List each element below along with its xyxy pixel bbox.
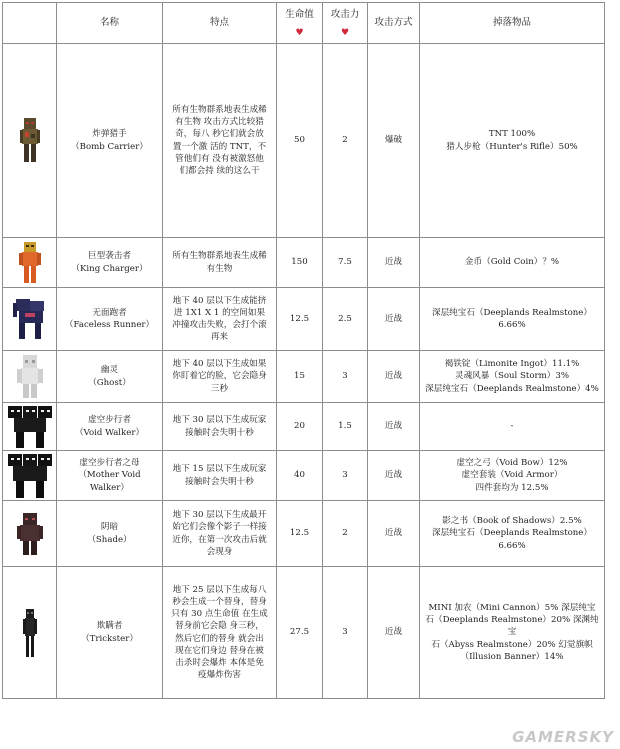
mob-name-en: （Faceless Runner） xyxy=(64,320,155,330)
mob-name-cn: 幽灵 xyxy=(100,365,119,376)
mob-attack: 3 xyxy=(323,567,368,699)
mob-hp: 150 xyxy=(277,238,323,288)
drop-item: （Illusion Banner）14% xyxy=(460,651,564,662)
drop-item: 石（Abyss Realmstone）20% 幻觉旗帜 xyxy=(431,639,593,650)
mob-name-en: （Void Walker） xyxy=(74,427,145,438)
header-row xyxy=(3,3,605,44)
heart-icon: ♥ xyxy=(340,27,350,38)
header-traits: 特点 xyxy=(163,3,277,44)
table-row xyxy=(3,567,605,699)
mob-attack: 1.5 xyxy=(323,403,368,451)
mob-name-en: （Bomb Carrier） xyxy=(71,141,148,152)
drop-item: 灵魂风暴（Soul Storm）3% xyxy=(454,371,570,382)
mob-name-cn: 阴暗 xyxy=(100,522,119,533)
mob-traits xyxy=(163,44,277,238)
mob-name-en: （Ghost） xyxy=(88,377,131,388)
mob-hp: 40 xyxy=(277,451,323,501)
drop-item: 褐铁锭（Limonite Ingot）11.1% xyxy=(444,359,580,370)
mob-attack-type: 近战 xyxy=(368,238,420,288)
drop-item: 深层纯宝石（Deeplands Realmstone）6.66% xyxy=(431,528,592,551)
mob-traits xyxy=(163,351,277,403)
mob-name-cell xyxy=(57,403,163,451)
mob-hp: 50 xyxy=(277,44,323,238)
header-image xyxy=(3,3,57,44)
mob-name-cn: 虚空步行者之母 xyxy=(79,458,140,469)
mob-drops xyxy=(420,44,605,238)
mob-drops xyxy=(420,403,605,451)
mob-name-cn: 欺瞒者 xyxy=(96,621,123,632)
drop-item: TNT 100% xyxy=(488,129,536,140)
drop-item: 深层纯宝石（Deeplands Realmstone）6.66% xyxy=(431,307,592,330)
faceless-runner-sprite xyxy=(13,297,47,341)
table-row xyxy=(3,288,605,351)
header-attack-type: 攻击方式 xyxy=(368,3,420,44)
header-drops: 掉落物品 xyxy=(420,3,605,44)
mob-drops xyxy=(420,451,605,501)
mob-attack-type: 爆破 xyxy=(368,44,420,238)
drop-item: 深层纯宝石（Deeplands Realmstone）4% xyxy=(425,383,599,394)
mob-attack-type: 近战 xyxy=(368,501,420,567)
drop-item: 虚空之弓（Void Bow）12% xyxy=(456,458,568,469)
mob-traits xyxy=(163,567,277,699)
mob-drops xyxy=(420,501,605,567)
drop-item: 四件套均为 12.5% xyxy=(475,482,549,493)
drop-item: 猎人步枪（Hunter's Rifle）50% xyxy=(446,141,578,152)
shade-sprite xyxy=(17,513,43,555)
mob-name-en: （Mother Void Walker） xyxy=(78,470,141,493)
mob-name-cell xyxy=(57,288,163,351)
table-row xyxy=(3,44,605,238)
mob-drops xyxy=(420,288,605,351)
table-row xyxy=(3,501,605,567)
mob-drops xyxy=(420,351,605,403)
header-hp-label: 生命值 xyxy=(285,9,314,21)
mob-drops xyxy=(420,567,605,699)
table-row xyxy=(3,351,605,403)
header-attack xyxy=(323,3,368,44)
mob-attack-type: 近战 xyxy=(368,288,420,351)
drop-item: 虚空套装（Void Armor） xyxy=(461,470,563,481)
mob-name-cell xyxy=(57,238,163,288)
mob-attack-type: 近战 xyxy=(368,451,420,501)
mob-attack: 2.5 xyxy=(323,288,368,351)
mob-name-cell xyxy=(57,501,163,567)
mob-name-en: （Trickster） xyxy=(81,633,138,644)
mob-name-cn: 炸弹猎手 xyxy=(92,129,127,140)
mob-hp: 12.5 xyxy=(277,288,323,351)
mob-image-cell xyxy=(3,44,57,238)
drop-item: 石（Deeplands Realmstone）20% 深渊纯宝 xyxy=(425,615,599,638)
table-row xyxy=(3,451,605,501)
mob-image-cell xyxy=(3,351,57,403)
mob-attack: 7.5 xyxy=(323,238,368,288)
mob-image-cell xyxy=(3,567,57,699)
mob-name-cell xyxy=(57,567,163,699)
mob-name-cell xyxy=(57,351,163,403)
mother-void-walker-sprite xyxy=(8,454,52,498)
mob-traits xyxy=(163,403,277,451)
mob-traits-text: 地下 30 层以下生成玩家接触时会失明十秒 xyxy=(172,415,267,438)
mob-name-en: （Shade） xyxy=(87,534,132,545)
header-name: 名称 xyxy=(57,3,163,44)
mob-traits-text: 地下 15 层以下生成玩家接触时会失明十秒 xyxy=(172,464,267,487)
mob-image-cell xyxy=(3,238,57,288)
mob-hp: 15 xyxy=(277,351,323,403)
mob-traits xyxy=(163,288,277,351)
mob-image-cell xyxy=(3,501,57,567)
mob-attack: 2 xyxy=(323,44,368,238)
table-row xyxy=(3,238,605,288)
mob-image-cell xyxy=(3,403,57,451)
ghost-sprite xyxy=(17,355,43,399)
mob-traits xyxy=(163,238,277,288)
mob-name-cell xyxy=(57,451,163,501)
mob-hp: 20 xyxy=(277,403,323,451)
mob-hp: 12.5 xyxy=(277,501,323,567)
mob-traits-text: 地下 40 层以下生成能挤进 1X1 X 1 的空间如果冲撞攻击失败，会打个滚再来 xyxy=(172,295,267,343)
mob-attack-type: 近战 xyxy=(368,567,420,699)
header-attack-label: 攻击力 xyxy=(330,9,360,21)
table-row xyxy=(3,403,605,451)
mob-traits xyxy=(163,451,277,501)
mob-traits-text: 地下 30 层以下生成最开始它们会像个影子一样接近你，在第一次攻击后就会现身 xyxy=(172,510,267,557)
drop-item: - xyxy=(510,421,514,432)
mob-attack: 2 xyxy=(323,501,368,567)
mob-name-en: （King Charger） xyxy=(71,263,148,274)
trickster-sprite xyxy=(23,609,37,657)
mob-attack: 3 xyxy=(323,451,368,501)
site-watermark: GAMERSKY xyxy=(512,728,614,746)
void-walker-sprite xyxy=(8,406,52,448)
mob-table xyxy=(2,2,605,699)
bomb-carrier-sprite xyxy=(20,118,40,164)
mob-attack-type: 近战 xyxy=(368,351,420,403)
drop-item: 影之书（Book of Shadows）2.5% xyxy=(442,516,582,527)
mob-name-cell xyxy=(57,44,163,238)
header-hp xyxy=(277,3,323,44)
mob-hp: 27.5 xyxy=(277,567,323,699)
mob-traits xyxy=(163,501,277,567)
mob-image-cell xyxy=(3,288,57,351)
drop-item: 金币（Gold Coin）？% xyxy=(464,257,560,268)
mob-drops xyxy=(420,238,605,288)
mob-name-cn: 巨型袭击者 xyxy=(88,251,131,262)
mob-attack: 3 xyxy=(323,351,368,403)
mob-traits-text: 所有生物群系地表生成稀有生物 xyxy=(172,251,267,274)
heart-icon: ♥ xyxy=(295,27,304,38)
mob-traits-text: 所有生物群系地表生成稀有生物 攻击方式比较猎奇，每八 秒它们就会放置一个激 活的 TNT，不管他们有 没有被激怒他们都会持 续的这么干 xyxy=(172,104,267,176)
king-charger-sprite xyxy=(19,242,41,284)
drop-item: MINI 加农（Mini Cannon）5% 深层纯宝 xyxy=(428,602,596,613)
mob-name-cn: 无面跑者 xyxy=(92,307,127,318)
mob-image-cell xyxy=(3,451,57,501)
mob-attack-type: 近战 xyxy=(368,403,420,451)
mob-name-cn: 虚空步行者 xyxy=(88,415,131,426)
mob-traits-text: 地下 40 层以下生成如果你盯着它的脸，它会隐身三秒 xyxy=(172,359,267,394)
mob-traits-text: 地下 25 层以下生成每八秒会生成一个替身，替身只有 30 点生命值 在生成替身前它会隐 身三秒，然后它们的替身 就会出现在它们身边 替身在被击杀时会爆炸 本体是免疫爆炸伤害 xyxy=(171,584,268,681)
